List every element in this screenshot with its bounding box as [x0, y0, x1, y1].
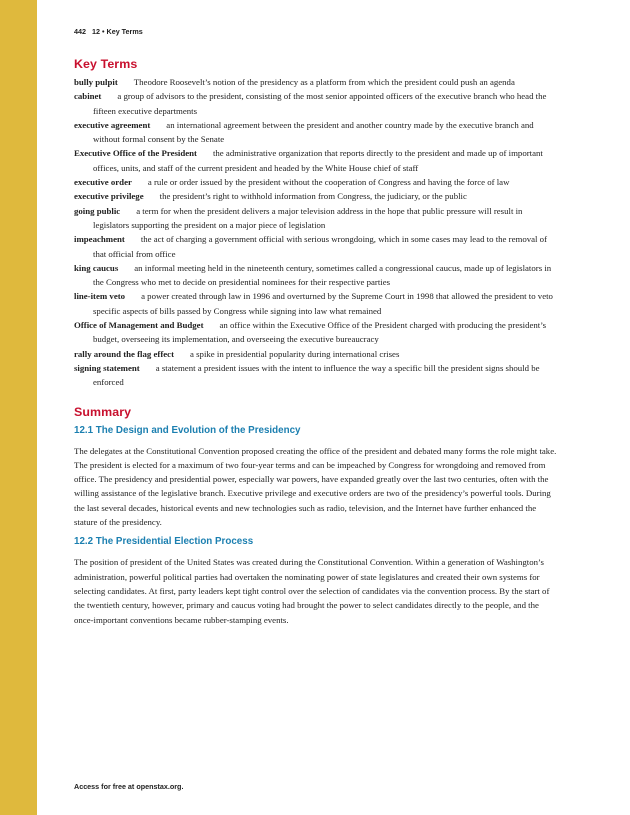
term-name: executive order: [74, 177, 132, 188]
page-number: 442: [74, 27, 86, 36]
term-name: bully pulpit: [74, 77, 118, 87]
term-entry: [74, 146, 558, 175]
term-entry: [74, 318, 558, 347]
section-title: 12.1 The Design and Evolution of the Presidency: [74, 424, 301, 436]
term-entry: [74, 261, 558, 290]
term-name: impeachment: [74, 234, 125, 245]
summary-heading: Summary: [74, 404, 132, 419]
term-definition: the administrative organization that reports directly to the president and made up of important offices, units, and staff of the current president and headed by the White House chief of staff: [93, 148, 543, 173]
footer-access-note: Access for free at openstax.org.: [74, 782, 184, 791]
page-side-bar: [0, 0, 37, 815]
term-definition: a statement a president issues with the intent to influence the way a specific bill the president signs should be enforced: [93, 362, 540, 388]
term-definition: the act of charging a government official with serious wrongdoing, which in some cases may lead to the removal of that official from office: [93, 234, 548, 259]
term-definition: the president’s right to withhold information from Congress, the judiciary, or the public: [159, 191, 467, 202]
term-definition: Theodore Roosevelt’s notion of the presidency as a platform from which the president could push an agenda: [133, 77, 515, 87]
term-name: executive privilege: [74, 191, 144, 202]
term-entry: [74, 347, 558, 361]
chapter-label: 12 • Key Terms: [92, 27, 143, 36]
term-definition: an international agreement between the president and another country made by the executive branch and without formal consent by the Senate: [93, 119, 534, 145]
term-name: signing statement: [74, 362, 140, 373]
section-text: The delegates at the Constitutional Convention proposed creating the office of the president and debated many forms the role might take. The president is elected for a maximum of two four-year terms and can be impeached by Congress for wrongdoing and removed from office. The presidency and presidential power, especially war powers, have expanded greatly over the last two centuries, often with the willing assistance of the legislative branch. Executive privilege and executive orders are two of the presidency’s powerful tools. During the last several decades, historical events and new technologies such as radio, television, and the Internet have further enhanced the stature of the presidency.: [74, 445, 557, 528]
term-entry: [74, 361, 558, 390]
term-entry: [74, 232, 558, 261]
key-terms-heading: Key Terms: [74, 57, 138, 71]
term-name: Office of Management and Budget: [74, 320, 204, 331]
section-text: The position of president of the United States was created during the Constitutional Convention. Within a generation of Washington’s administration, powerful political parties had overtaken the nominating power of state legislatures and created their own systems for selecting candidates. At first, party leaders kept tight control over the selection of candidates via the convention process. By the start of the twentieth century, however, primary and caucus voting had brought the power to select candidates directly to the people, and the once-important conventions became rubber-stamping events.: [74, 557, 550, 625]
term-name: going public: [74, 205, 121, 216]
term-name: executive agreement: [74, 119, 151, 130]
page-content: [74, 57, 558, 634]
key-terms-list: [74, 75, 558, 390]
term-entry: [74, 175, 558, 189]
term-entry: [74, 118, 558, 147]
term-definition: a rule or order issued by the president without the cooperation of Congress and having the force of law: [147, 177, 510, 188]
term-name: line-item veto: [74, 291, 126, 302]
section-title: 12.2 The Presidential Election Process: [74, 536, 254, 548]
term-name: king caucus: [74, 262, 119, 273]
term-definition: an informal meeting held in the nineteenth century, sometimes called a congressional caucus, made up of legislators in the Congress who met to decide on presidential nominees for their respective parties: [93, 262, 552, 288]
term-entry: [74, 75, 558, 89]
running-header: [74, 27, 143, 36]
term-definition: a term for when the president delivers a major television address in the hope that public pressure will result in legislators supporting the president on a major piece of legislation: [93, 205, 523, 230]
term-name: Executive Office of the President: [74, 148, 197, 159]
term-definition: an office within the Executive Office of the President charged with producing the president’s budget, overseeing its implementation, and overseeing the executive bureaucracy: [93, 320, 547, 345]
term-entry: [74, 189, 558, 203]
term-definition: a group of advisors to the president, consisting of the most senior appointed officers of the executive branch who head the fifteen executive departments: [93, 91, 547, 116]
term-entry: [74, 89, 558, 118]
term-definition: a power created through law in 1996 and overturned by the Supreme Court in 1998 that allowed the president to veto specific aspects of bills passed by Congress while signing into law what remained: [93, 291, 553, 316]
term-entry: [74, 289, 558, 318]
term-name: rally around the flag effect: [74, 348, 175, 359]
term-definition: a spike in presidential popularity during international crises: [190, 348, 400, 359]
term-name: cabinet: [74, 91, 102, 102]
term-entry: [74, 204, 558, 233]
